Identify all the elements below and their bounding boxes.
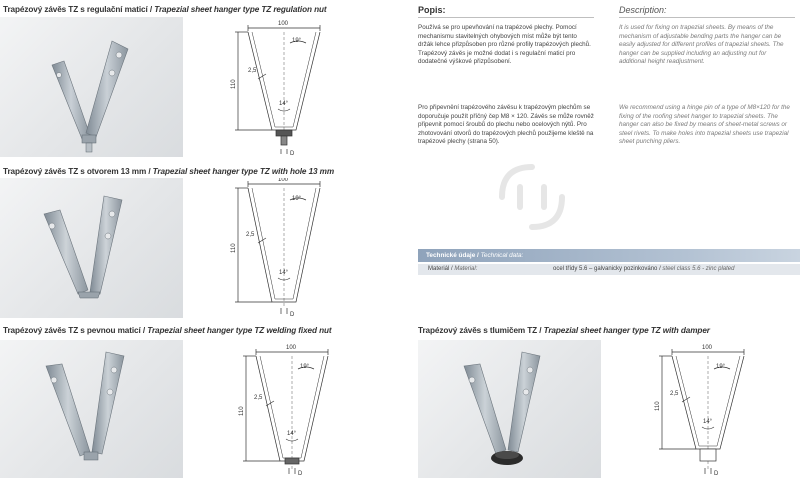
dim-height: 110	[231, 79, 237, 89]
description-paragraph-1: It is used for fixing on trapezial sheets. By means of the mechanism of adjustable bending parts the hanger can be easily adjusted for different profiles of trapezial sheets. The hanger can be supplied including an adjusting nut for additional height readjustment.	[619, 24, 784, 66]
watermark-logo-icon	[492, 157, 572, 237]
material-sep: /	[449, 266, 455, 272]
title-en: Trapezial sheet hanger type TZ welding fixed nut	[147, 326, 332, 335]
material-value	[553, 264, 734, 275]
material-value-en: steel class 5.6 - zinc plated	[662, 266, 735, 272]
dim-angle-top: 19°	[292, 196, 302, 202]
material-label	[428, 264, 477, 275]
title-en: Trapezial sheet hanger type TZ with hole 13 mm	[152, 167, 335, 176]
dim-angle-bottom: 14°	[279, 270, 289, 276]
dim-thickness: 2,5	[254, 395, 263, 401]
technical-drawing-hole-13mm	[228, 178, 338, 323]
title-cs: Trapézový závěs TZ s pevnou maticí	[3, 326, 141, 335]
dim-d: D	[290, 151, 295, 157]
dim-d: D	[298, 471, 303, 477]
technical-drawing-welding-fixed-nut	[236, 341, 346, 481]
hanger-photo-icon	[0, 340, 183, 478]
popis-paragraph-2: Pro připevnění trapézového závěsu k trapézovým plechům se doporučuje použít příčný čep M8 × 120. Závěs se může rovněž připevnit pomocí šroubů do plechu nebo ocelových nýtů. Pro zhotovování otvorů do trapézových plechů použijeme kleště na trapézové plechy (strana 50).	[418, 104, 594, 146]
tech-heading-en: Technical data:	[480, 252, 524, 259]
product-photo-welding-fixed-nut	[0, 340, 183, 478]
technical-drawing-damper	[652, 341, 762, 481]
title-sep: /	[140, 326, 148, 335]
title-sep: /	[146, 167, 153, 176]
popis-paragraph-1: Používá se pro upevňování na trapézové plechy. Pomocí mechanismu stavitelných ohybových míst může být tento držák lehce přizpůsoben pro různé profily trapézových plechů. Trapézový závěs je možné dodat i s regulační maticí pro dodatečné výškové přizpůsobení.	[418, 24, 591, 66]
dim-height: 110	[239, 406, 245, 416]
product-photo-regulation-nut	[0, 17, 183, 157]
section-title-welding-fixed-nut	[3, 326, 332, 335]
dim-d: D	[714, 471, 719, 477]
description-paragraph-2: We recommend using a hinge pin of a type of M8×120 for the fixing of the roofing sheet hanger to trapezial sheets. The hanger can also be fixed by means of sheet-metal screws or steel rivets. To make holes into trapezial sheets use trapezial sheet punching pliers.	[619, 104, 790, 146]
title-sep: /	[537, 326, 544, 335]
material-value-sep: /	[657, 266, 663, 272]
product-photo-hole-13mm	[0, 178, 183, 318]
technical-data-row-material	[418, 264, 800, 275]
popis-heading: Popis:	[418, 5, 594, 18]
dim-angle-bottom: 14°	[279, 101, 289, 107]
section-title-regulation-nut	[3, 5, 327, 14]
technical-data-header	[418, 249, 800, 262]
title-en: Trapezial sheet hanger type TZ regulation nut	[154, 5, 327, 14]
dim-height: 110	[655, 401, 661, 411]
title-en: Trapezial sheet hanger type TZ with damper	[543, 326, 710, 335]
dim-angle-top: 19°	[300, 364, 310, 370]
dim-height: 110	[231, 243, 237, 253]
material-label-cs: Materiál	[428, 266, 450, 272]
tech-heading-cs: Technické údaje	[426, 252, 476, 259]
dim-d: D	[290, 312, 295, 318]
product-photo-damper	[418, 340, 601, 478]
section-title-damper	[418, 326, 710, 335]
dim-thickness: 2,5	[248, 68, 257, 74]
dim-width: 100	[278, 21, 289, 27]
dim-width: 100	[278, 178, 289, 183]
tech-sep: /	[475, 252, 481, 259]
material-value-cs: ocel třídy 5.6 – galvanicky pozinkováno	[553, 266, 658, 272]
dim-width: 100	[702, 345, 713, 351]
title-cs: Trapézový závěs TZ s otvorem 13 mm	[3, 167, 147, 176]
title-sep: /	[147, 5, 155, 14]
dim-angle-top: 19°	[716, 364, 726, 370]
technical-drawing-regulation-nut	[228, 17, 338, 162]
dim-thickness: 2,5	[670, 391, 679, 397]
title-cs: Trapézový závěs TZ s regulační maticí	[3, 5, 148, 14]
hanger-photo-icon	[0, 17, 183, 157]
dim-width: 100	[286, 345, 297, 351]
material-label-en: Material:	[454, 266, 478, 272]
description-heading: Description:	[619, 5, 795, 18]
dim-thickness: 2,5	[246, 232, 255, 238]
dim-angle-bottom: 14°	[287, 431, 297, 437]
hanger-photo-icon	[0, 178, 183, 318]
title-cs: Trapézový závěs s tlumičem TZ	[418, 326, 538, 335]
hanger-photo-icon	[418, 340, 601, 478]
section-title-hole-13mm	[3, 167, 334, 176]
dim-angle-bottom: 14°	[703, 419, 713, 425]
dim-angle-top: 19°	[292, 38, 302, 44]
